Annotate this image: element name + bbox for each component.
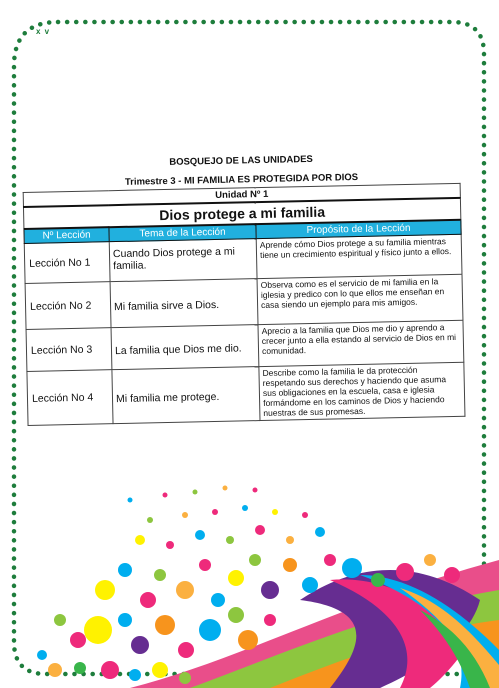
- lesson-table: [23, 183, 466, 426]
- header-theme: Tema de la Lección: [109, 224, 256, 242]
- lesson-theme: Mi familia sirve a Dios.: [110, 279, 258, 328]
- page-number: x v: [36, 27, 51, 36]
- lesson-outline: [22, 153, 460, 426]
- decorative-confetti-illustration: [0, 470, 499, 688]
- unit-topic: Dios protege a mi familia: [23, 198, 460, 229]
- document-subtitle: Trimestre 3 - MI FAMILIA ES PROTEGIDA POR DIOS: [124, 171, 359, 188]
- lesson-number: Lección No 4: [27, 370, 113, 426]
- lesson-number: Lección No 1: [24, 242, 110, 284]
- header-purpose: Propósito de la Lección: [256, 220, 461, 239]
- lesson-number: Lección No 2: [25, 282, 111, 330]
- lesson-purpose: Describe como la familia le da protección respetando sus derechos y haciendo que asuma sus obligaciones en la escuela, casa e iglesia formándome en los caminos de Dios y haciendo nuestras de sus promesas.: [259, 362, 465, 420]
- lesson-theme: Cuando Dios protege a mi familia.: [109, 239, 257, 282]
- lesson-theme: Mi familia me protege.: [112, 367, 260, 424]
- lesson-purpose: Aprende cómo Dios protege a su familia mientras tiene un crecimiento espiritual y físico junto a ellos.: [256, 234, 462, 278]
- lesson-purpose: Aprecio a la familia que Dios me dio y aprendo a crecer junto a ella estando al servicio de Dios en mi comunidad.: [258, 320, 464, 366]
- unit-label: Unidad Nº 1: [23, 183, 460, 207]
- lesson-theme: La familia que Dios me dio.: [111, 325, 259, 370]
- document-title: BOSQUEJO DE LAS UNIDADES: [169, 153, 313, 168]
- lesson-purpose: Observa como es el servicio de mi familia en la iglesia y predico con lo que ellos me enseñan en casa siendo un ejemplo para mis amigos.: [257, 274, 463, 324]
- header-lesson: Nº Lección: [24, 227, 109, 243]
- table-row: [27, 362, 465, 425]
- lesson-number: Lección No 3: [26, 328, 112, 372]
